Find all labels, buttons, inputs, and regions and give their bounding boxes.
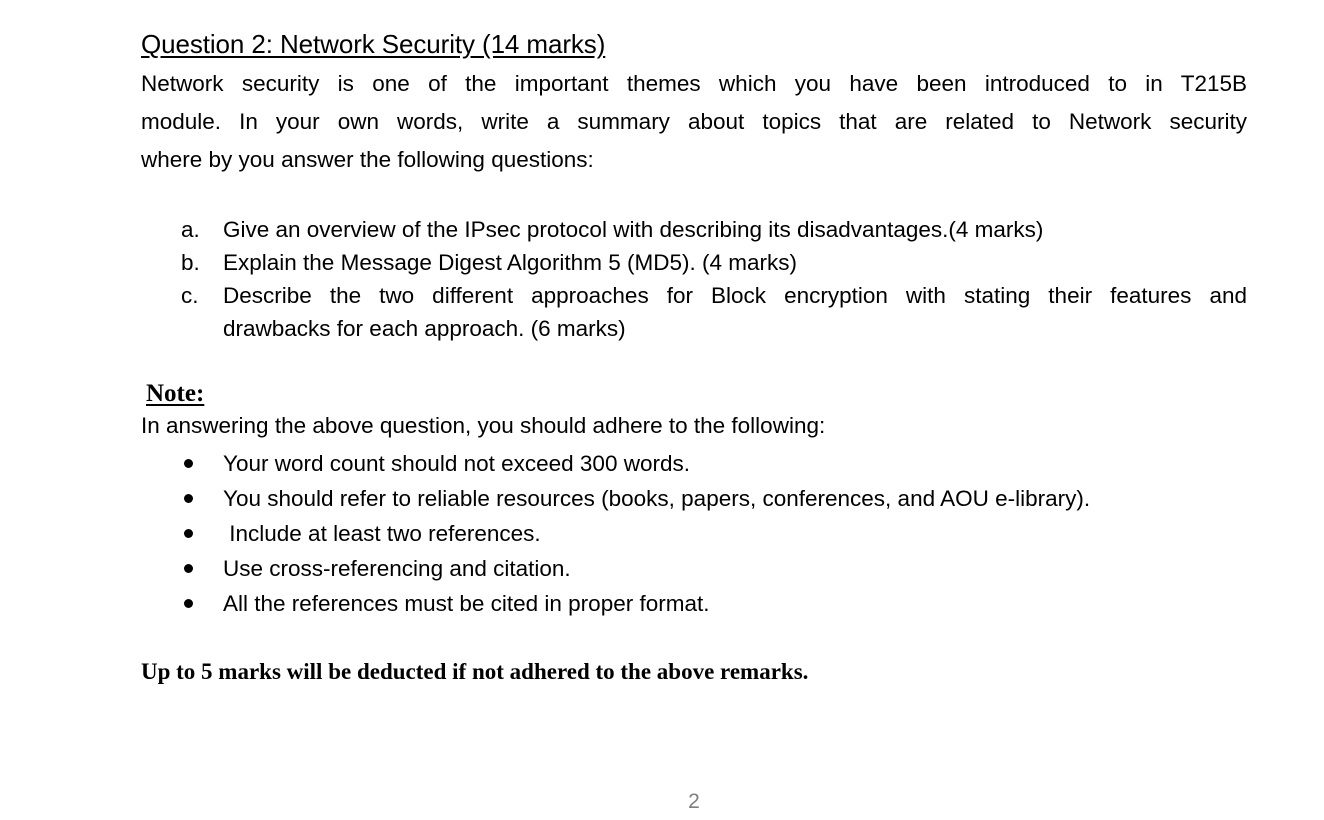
question-intro	[141, 65, 1247, 179]
note-bullet-item	[141, 551, 1090, 586]
note-item-text: All the references must be cited in proper format.	[223, 591, 710, 616]
note-bullet-list	[141, 446, 1090, 621]
part-text: Give an overview of the IPsec protocol with describing its disadvantages.(4 marks)	[223, 217, 1044, 242]
note-heading: Note:	[146, 380, 205, 407]
note-intro: In answering the above question, you should adhere to the following:	[141, 413, 826, 438]
bullet-icon	[184, 494, 193, 503]
deduction-notice: Up to 5 marks will be deducted if not adhered to the above remarks.	[141, 659, 809, 684]
bullet-icon	[184, 459, 193, 468]
intro-line: Network security is one of the important themes which you have been introduced to in T215B	[141, 71, 1247, 96]
bullet-icon	[184, 564, 193, 573]
part-marker: c.	[181, 283, 199, 308]
part-marker: b.	[181, 250, 200, 275]
part-text: Describe the two different approaches for Block encryption with stating their features and	[223, 283, 1247, 308]
question-part-a	[141, 213, 1247, 246]
note-item-text: Your word count should not exceed 300 words.	[223, 451, 690, 476]
intro-line: module. In your own words, write a summary about topics that are related to Network security	[141, 109, 1247, 134]
question-part-b	[141, 246, 1247, 279]
bullet-icon	[184, 599, 193, 608]
question-title: Question 2: Network Security (14 marks)	[141, 29, 606, 59]
question-parts-list	[141, 213, 1247, 345]
note-item-text: Use cross-referencing and citation.	[223, 556, 571, 581]
intro-line: where by you answer the following questions:	[141, 147, 594, 172]
note-bullet-item	[141, 446, 1090, 481]
note-bullet-item	[141, 516, 1090, 551]
question-part-c	[141, 279, 1247, 345]
bullet-icon	[184, 529, 193, 538]
part-marker: a.	[181, 217, 200, 242]
part-text: Explain the Message Digest Algorithm 5 (MD5). (4 marks)	[223, 250, 797, 275]
note-bullet-item	[141, 481, 1090, 516]
note-bullet-item	[141, 586, 1090, 621]
part-text: drawbacks for each approach. (6 marks)	[223, 316, 626, 341]
note-item-text: You should refer to reliable resources (books, papers, conferences, and AOU e-library).	[223, 486, 1091, 511]
note-item-text: Include at least two references.	[223, 521, 541, 546]
page-number: 2	[688, 790, 700, 813]
